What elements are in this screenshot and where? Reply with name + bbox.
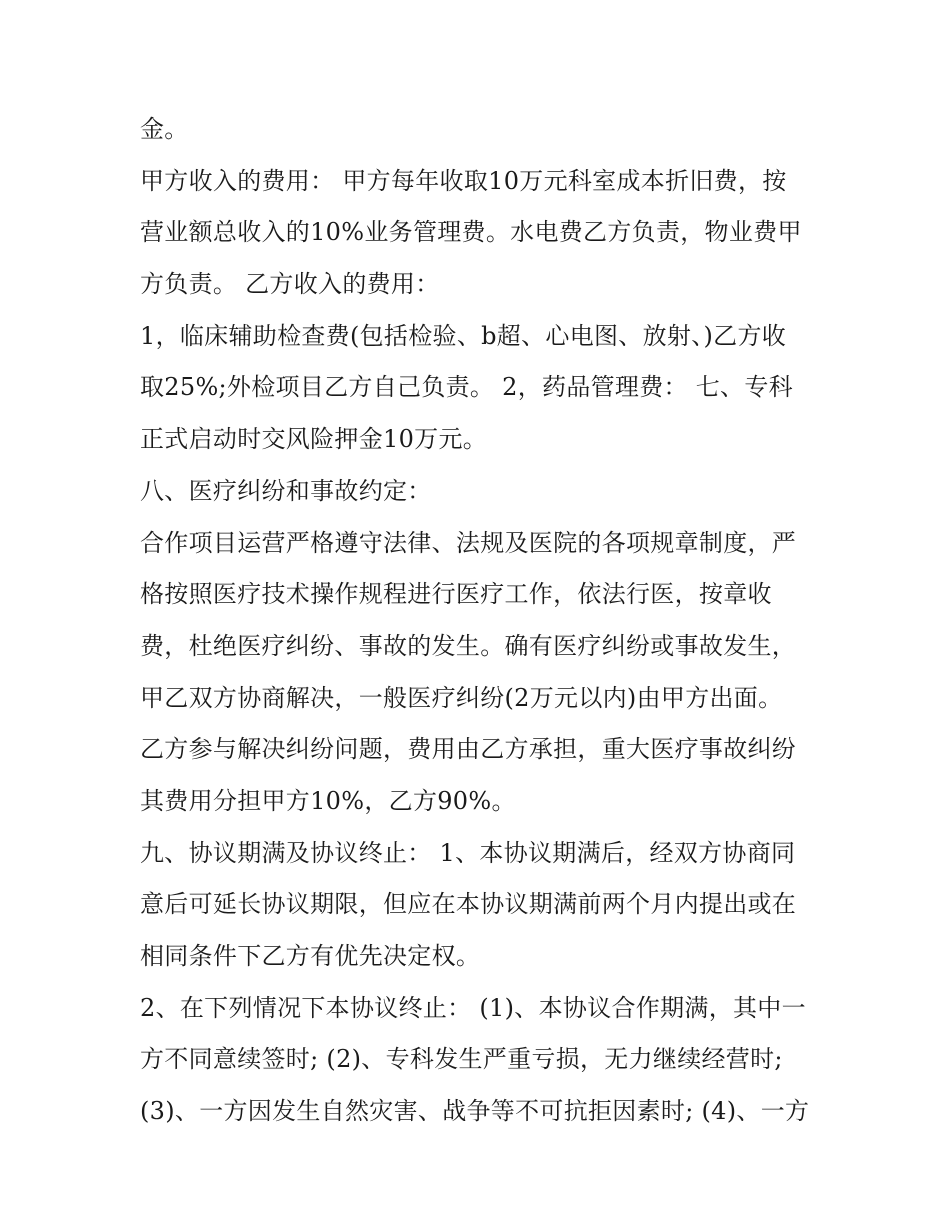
text-line: 金。 xyxy=(140,115,189,143)
text-line: 其费用分担甲方10%，乙方90%。 xyxy=(140,786,516,815)
text-line: 方负责。 乙方收入的费用： xyxy=(140,270,440,299)
text-line: 1，临床辅助检查费(包括检验、b超、心电图、放射、)乙方收 xyxy=(140,321,787,350)
text-line: 方不同意续签时; (2)、专科发生严重亏损，无力继续经营时; xyxy=(140,1045,783,1074)
text-line: 乙方参与解决纠纷问题，费用由乙方承担，重大医疗事故纠纷 xyxy=(140,735,797,764)
text-line: (3)、一方因发生自然灾害、战争等不可抗拒因素时; (4)、一方 xyxy=(140,1097,810,1126)
text-line: 九、协议期满及协议终止： 1、本协议期满后，经双方协商同 xyxy=(140,838,796,867)
text-line: 2、在下列情况下本协议终止： (1)、本协议合作期满，其中一 xyxy=(140,993,806,1022)
text-line: 甲方收入的费用： 甲方每年收取10万元科室成本折旧费，按 xyxy=(140,166,787,195)
text-line: 八、医疗纠纷和事故约定： xyxy=(140,476,432,505)
text-line: 营业额总收入的10%业务管理费。水电费乙方负责，物业费甲 xyxy=(140,218,802,247)
text-line: 甲乙双方协商解决，一般医疗纠纷(2万元以内)由甲方出面。 xyxy=(140,683,783,712)
text-line: 正式启动时交风险押金10万元。 xyxy=(140,425,488,454)
text-line: 相同条件下乙方有优先决定权。 xyxy=(140,942,481,970)
text-line: 格按照医疗技术操作规程进行医疗工作，依法行医，按章收 xyxy=(140,580,772,609)
body-text xyxy=(140,104,830,1138)
text-line: 合作项目运营严格遵守法律、法规及医院的各项规章制度，严 xyxy=(140,528,797,557)
text-line: 取25%;外检项目乙方自己负责。 2，药品管理费： 七、专科 xyxy=(140,373,793,402)
text-line: 意后可延长协议期限，但应在本协议期满前两个月内提出或在 xyxy=(140,890,797,919)
text-line: 费，杜绝医疗纠纷、事故的发生。确有医疗纠纷或事故发生， xyxy=(140,631,797,660)
